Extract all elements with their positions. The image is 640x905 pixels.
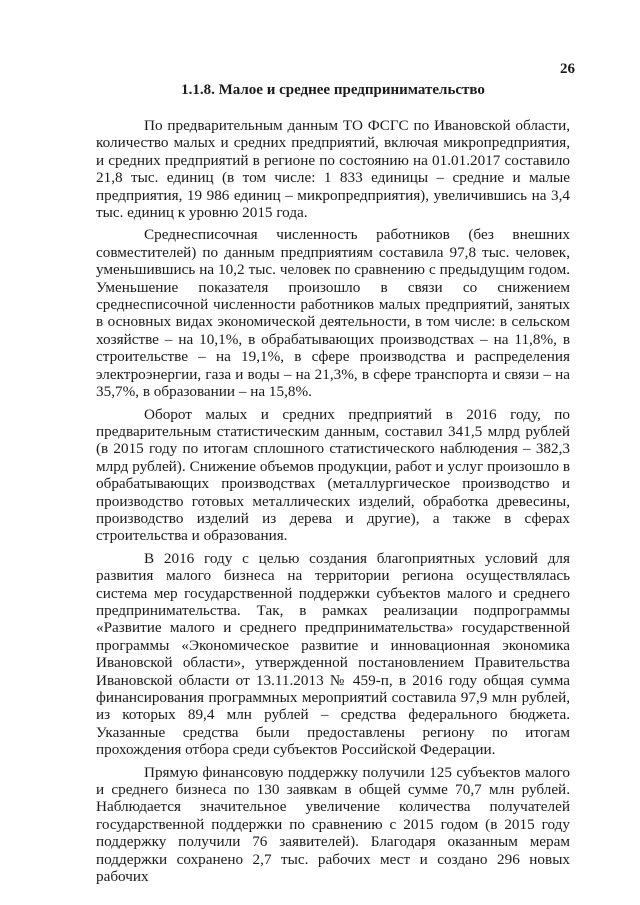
paragraph-employee-count: Среднесписочная численность работников (без внешних совместителей) по данным предприятиям составила 97,8 тыс. человек, уменьшившись на 10,2 тыс. человек по сравнению с предыдущим годом. Уменьшение показателя произошло в связи со снижением среднесписочной численности работников малых предприятий, занятых в основных видах экономической деятельности, в том числе: в сельском хозяйстве – на 10,1%, в обрабатывающих производствах – на 11,8%, в строительстве – на 19,1%, в сфере производства и распределения электроэнергии, газа и воды – на 21,3%, в сфере транспорта и связи – на 35,7%, в образовании – на 15,8%.	[96, 226, 570, 401]
paragraph-state-support: В 2016 году с целью создания благоприятных условий для развития малого бизнеса на территории региона осуществлялась система мер государственной поддержки субъектов малого и среднего предпринимательства. Так, в рамках реализации подпрограммы «Развитие малого и среднего предпринимательства» государственной программы «Экономическое развитие и инновационная экономика Ивановской области», утвержденной постановлением Правительства Ивановской области от 13.11.2013 № 459-п, в 2016 году общая сумма финансирования программных мероприятий составила 97,9 млн рублей, из которых 89,4 млн рублей – средства федерального бюджета. Указанные средства были предоставлены региону по итогам прохождения отбора среди субъектов Российской Федерации.	[96, 549, 570, 759]
body-text	[96, 117, 570, 890]
paragraph-enterprise-count: По предварительным данным ТО ФСГС по Ивановской области, количество малых и средних предприятий, включая микропредприятия, и средних предприятий в регионе по состоянию на 01.01.2017 составило 21,8 тыс. единиц (в том числе: 1 833 единицы – средние и малые предприятия, 19 986 единиц – микропредприятия), увеличившись на 3,4 тыс. единиц к уровню 2015 года.	[96, 117, 570, 222]
paragraph-financial-support: Прямую финансовую поддержку получили 125 субъектов малого и среднего бизнеса по 130 заявкам в общей сумме 70,7 млн рублей. Наблюдается значительное увеличение количества получателей государственной поддержки по сравнению с 2015 годом (в 2015 году поддержку получили 76 заявителей). Благодаря оказанным мерам поддержки сохранено 2,7 тыс. рабочих мест и создано 296 новых рабочих	[96, 763, 570, 886]
section-title: 1.1.8. Малое и среднее предпринимательство	[181, 82, 485, 98]
paragraph-turnover: Оборот малых и средних предприятий в 2016 году, по предварительным статистическим данным, составил 341,5 млрд рублей (в 2015 году по итогам сплошного статистического наблюдения – 382,3 млрд рублей). Снижение объемов продукции, работ и услуг произошло в обрабатывающих производствах (металлургическое производство и производство готовых металлических изделий, обработка древесины, производство изделий из дерева и другие), а также в сферах строительства и образования.	[96, 405, 570, 545]
page-number: 26	[560, 61, 575, 77]
